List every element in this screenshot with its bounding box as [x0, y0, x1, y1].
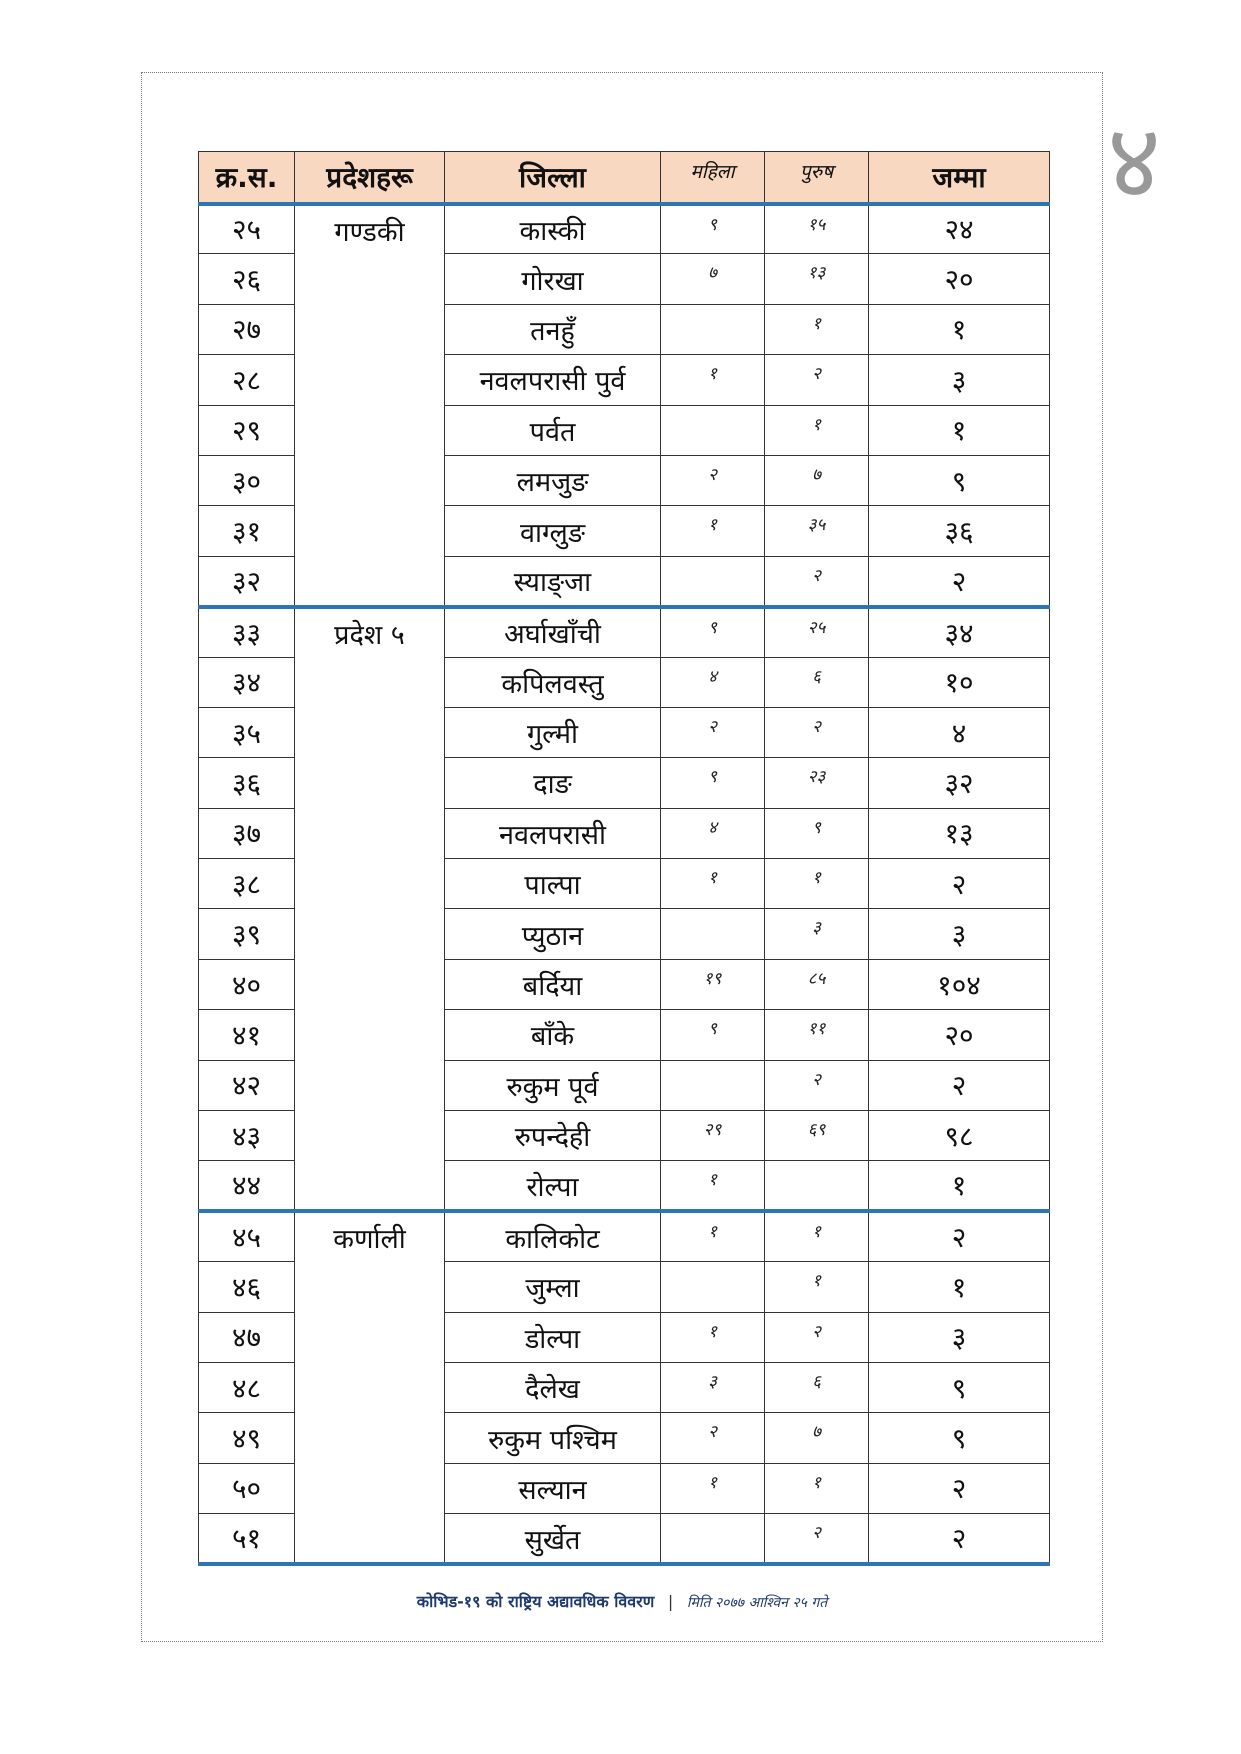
cell-total: २: [869, 1060, 1050, 1110]
cell-district: बाँके: [445, 1010, 661, 1060]
cell-male: २३: [765, 758, 869, 808]
cell-male: ३५: [765, 506, 869, 556]
cell-female: १: [661, 859, 765, 909]
cell-female: २९: [661, 1111, 765, 1161]
footer-separator: |: [667, 1592, 674, 1611]
cell-sn: ३८: [199, 859, 295, 909]
cell-sn: ४१: [199, 1010, 295, 1060]
cell-sn: ४८: [199, 1362, 295, 1412]
cell-sn: ३९: [199, 909, 295, 959]
cell-male: १: [765, 1463, 869, 1513]
cell-province: कर्णाली: [295, 1211, 445, 1564]
cell-district: रुकुम पश्चिम: [445, 1413, 661, 1463]
cell-sn: ३०: [199, 455, 295, 505]
cell-male: ६: [765, 657, 869, 707]
cell-female: १: [661, 1463, 765, 1513]
cell-female: १: [661, 1211, 765, 1261]
cell-district: नवलपरासी पुर्व: [445, 355, 661, 405]
cell-female: [661, 909, 765, 959]
table-row: [199, 1211, 1050, 1261]
cell-sn: ४६: [199, 1262, 295, 1312]
cell-total: १: [869, 405, 1050, 455]
cell-district: पाल्पा: [445, 859, 661, 909]
cell-male: ६९: [765, 1111, 869, 1161]
cell-female: [661, 304, 765, 354]
footer-title: कोभिड-१९ को राष्ट्रिय अद्यावधिक विवरण: [416, 1592, 655, 1611]
cell-district: जुम्ला: [445, 1262, 661, 1312]
cell-female: [661, 1514, 765, 1564]
cell-female: ९: [661, 1010, 765, 1060]
cell-female: ९: [661, 204, 765, 254]
cell-total: ४: [869, 707, 1050, 757]
cell-female: १: [661, 506, 765, 556]
cell-district: नवलपरासी: [445, 808, 661, 858]
cell-sn: ३४: [199, 657, 295, 707]
cell-total: १: [869, 1161, 1050, 1211]
cell-sn: २६: [199, 254, 295, 304]
header-district: जिल्ला: [445, 152, 661, 204]
cell-female: २: [661, 455, 765, 505]
cell-district: दैलेख: [445, 1362, 661, 1412]
cell-district: तनहुँ: [445, 304, 661, 354]
cell-female: १: [661, 1161, 765, 1211]
cell-district: सल्यान: [445, 1463, 661, 1513]
cell-sn: ५१: [199, 1514, 295, 1564]
cell-district: कास्की: [445, 204, 661, 254]
cell-total: १०: [869, 657, 1050, 707]
cell-total: २: [869, 556, 1050, 606]
header-total: जम्मा: [869, 152, 1050, 204]
cell-female: ३: [661, 1362, 765, 1412]
cell-total: २०: [869, 254, 1050, 304]
header-male: पुरुष: [765, 152, 869, 204]
cell-male: ७: [765, 1413, 869, 1463]
header-female: महिला: [661, 152, 765, 204]
cell-sn: ३६: [199, 758, 295, 808]
cell-sn: ३३: [199, 607, 295, 657]
cell-district: गोरखा: [445, 254, 661, 304]
cell-district: दाङ: [445, 758, 661, 808]
cell-district: गुल्मी: [445, 707, 661, 757]
cell-district: सुर्खेत: [445, 1514, 661, 1564]
cell-total: ९: [869, 1362, 1050, 1412]
cell-total: ९८: [869, 1111, 1050, 1161]
cell-female: ९: [661, 758, 765, 808]
cell-total: ३: [869, 355, 1050, 405]
footer-date: मिति २०७७ आश्विन २५ गते: [686, 1595, 828, 1611]
table-body: [199, 204, 1050, 1565]
cell-female: १: [661, 1312, 765, 1362]
cell-total: २०: [869, 1010, 1050, 1060]
cell-district: अर्घाखाँची: [445, 607, 661, 657]
cell-female: ७: [661, 254, 765, 304]
cell-sn: ३७: [199, 808, 295, 858]
table-header-row: [199, 152, 1050, 204]
cell-male: २: [765, 355, 869, 405]
cell-female: ४: [661, 808, 765, 858]
cell-sn: २८: [199, 355, 295, 405]
cell-male: १: [765, 405, 869, 455]
cell-sn: ३१: [199, 506, 295, 556]
header-sn: क्र.स.: [199, 152, 295, 204]
cell-sn: ५०: [199, 1463, 295, 1513]
cell-province: गण्डकी: [295, 204, 445, 607]
cell-sn: ४९: [199, 1413, 295, 1463]
cell-total: ३: [869, 1312, 1050, 1362]
cell-male: १: [765, 1262, 869, 1312]
header-province: प्रदेशहरू: [295, 152, 445, 204]
cell-total: ९: [869, 455, 1050, 505]
cell-female: [661, 1262, 765, 1312]
cell-male: १: [765, 304, 869, 354]
cell-male: २: [765, 1514, 869, 1564]
cell-district: रुपन्देही: [445, 1111, 661, 1161]
cell-district: कालिकोट: [445, 1211, 661, 1261]
cell-male: ८५: [765, 959, 869, 1009]
cell-sn: ४४: [199, 1161, 295, 1211]
footer: [141, 1590, 1103, 1612]
cell-sn: ४०: [199, 959, 295, 1009]
cell-total: ३६: [869, 506, 1050, 556]
cell-male: ७: [765, 455, 869, 505]
cell-district: स्याङ्जा: [445, 556, 661, 606]
cell-sn: २७: [199, 304, 295, 354]
cell-district: रोल्पा: [445, 1161, 661, 1211]
cell-total: ३२: [869, 758, 1050, 808]
cell-male: २: [765, 1060, 869, 1110]
cell-male: १३: [765, 254, 869, 304]
cell-sn: ३५: [199, 707, 295, 757]
cell-total: १०४: [869, 959, 1050, 1009]
cell-male: २: [765, 556, 869, 606]
cell-sn: ४७: [199, 1312, 295, 1362]
cell-total: १: [869, 1262, 1050, 1312]
cell-sn: ४५: [199, 1211, 295, 1261]
cell-male: ३: [765, 909, 869, 959]
cell-female: [661, 1060, 765, 1110]
cell-female: [661, 556, 765, 606]
cell-female: १: [661, 355, 765, 405]
cell-male: १५: [765, 204, 869, 254]
table-row: [199, 204, 1050, 254]
cell-male: ९: [765, 808, 869, 858]
cell-male: २: [765, 707, 869, 757]
cell-sn: २५: [199, 204, 295, 254]
cell-district: रुकुम पूर्व: [445, 1060, 661, 1110]
cell-total: २४: [869, 204, 1050, 254]
cell-total: १३: [869, 808, 1050, 858]
cell-province: प्रदेश ५: [295, 607, 445, 1212]
cell-female: ९: [661, 607, 765, 657]
cell-total: ३४: [869, 607, 1050, 657]
cell-male: २: [765, 1312, 869, 1362]
cell-district: कपिलवस्तु: [445, 657, 661, 707]
cell-total: ९: [869, 1413, 1050, 1463]
cell-male: [765, 1161, 869, 1211]
cell-sn: ४२: [199, 1060, 295, 1110]
cell-total: १: [869, 304, 1050, 354]
cell-district: प्युठान: [445, 909, 661, 959]
table-row: [199, 607, 1050, 657]
cell-female: २: [661, 707, 765, 757]
cell-total: २: [869, 1514, 1050, 1564]
cell-district: डोल्पा: [445, 1312, 661, 1362]
cell-total: २: [869, 1463, 1050, 1513]
district-cases-table: [198, 151, 1050, 1566]
cell-male: १: [765, 1211, 869, 1261]
cell-male: २५: [765, 607, 869, 657]
cell-total: २: [869, 1211, 1050, 1261]
cell-female: [661, 405, 765, 455]
page-number: ४: [1106, 100, 1162, 222]
cell-district: वाग्लुङ: [445, 506, 661, 556]
cell-male: ११: [765, 1010, 869, 1060]
cell-district: पर्वत: [445, 405, 661, 455]
cell-male: १: [765, 859, 869, 909]
cell-district: बर्दिया: [445, 959, 661, 1009]
cell-female: ४: [661, 657, 765, 707]
cell-male: ६: [765, 1362, 869, 1412]
cell-total: २: [869, 859, 1050, 909]
cell-sn: ४३: [199, 1111, 295, 1161]
cell-total: ३: [869, 909, 1050, 959]
cell-female: २: [661, 1413, 765, 1463]
cell-sn: ३२: [199, 556, 295, 606]
cell-sn: २९: [199, 405, 295, 455]
cell-female: १९: [661, 959, 765, 1009]
cell-district: लमजुङ: [445, 455, 661, 505]
